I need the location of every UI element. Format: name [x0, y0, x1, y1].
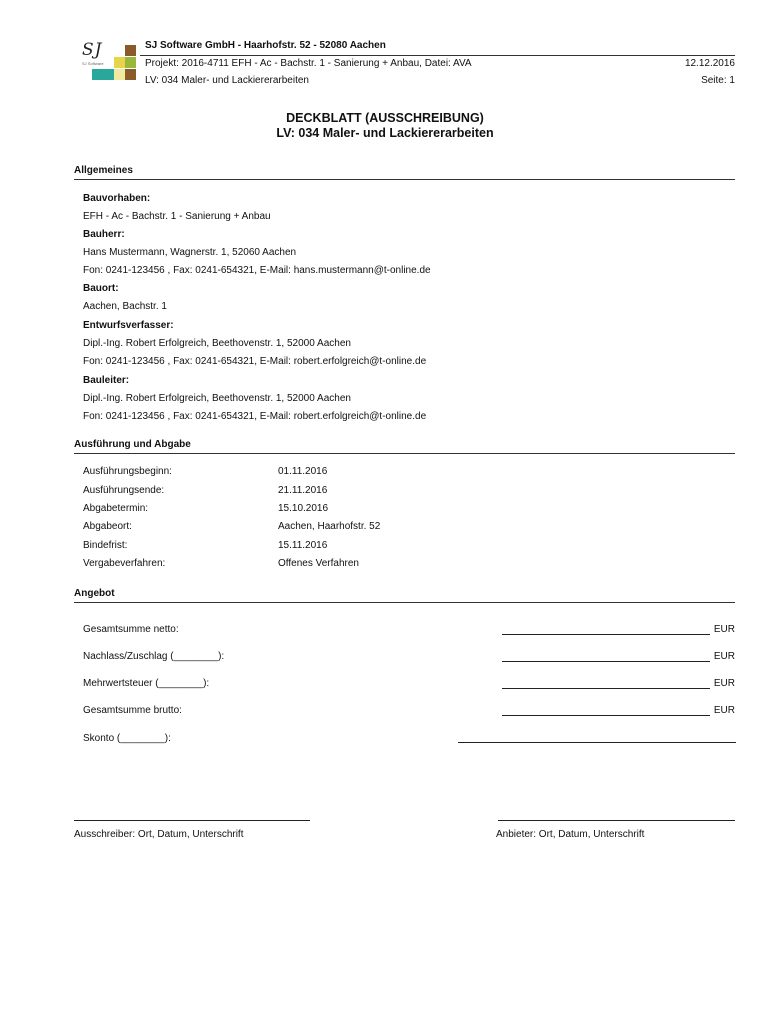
- angebot-blank-line: [502, 634, 710, 635]
- bauort-value: Aachen, Bachstr. 1: [83, 301, 167, 312]
- logo-square-green: [125, 57, 136, 68]
- angebot-unit: EUR: [713, 678, 735, 689]
- logo-text: SJ: [82, 40, 103, 60]
- bauherr-label: Bauherr:: [83, 229, 125, 240]
- angebot-unit: EUR: [713, 624, 735, 635]
- logo-square-brown: [125, 45, 136, 56]
- angebot-blank-line: [502, 688, 710, 689]
- skonto-blank-line: [458, 742, 736, 743]
- logo-square-yellow: [114, 57, 125, 68]
- section-rule-ausfuehrung: [74, 453, 735, 454]
- signature-label-left: Ausschreiber: Ort, Datum, Unterschrift: [74, 829, 244, 840]
- angebot-label: Gesamtsumme netto:: [83, 624, 179, 635]
- section-heading-angebot: Angebot: [74, 588, 115, 599]
- project-line: Projekt: 2016-4711 EFH - Ac - Bachstr. 1 - Sanierung + Anbau, Datei: AVA: [145, 58, 472, 69]
- logo-square-brown-2: [125, 69, 136, 80]
- signature-label-right: Anbieter: Ort, Datum, Unterschrift: [496, 829, 645, 840]
- section-heading-ausfuehrung: Ausführung und Abgabe: [74, 439, 191, 450]
- bauleiter-contact: Fon: 0241-123456 , Fax: 0241-654321, E-Mail: robert.erfolgreich@t-online.de: [83, 411, 427, 422]
- ausfuehrung-label: Ausführungsende:: [83, 485, 165, 496]
- angebot-unit: EUR: [713, 705, 735, 716]
- angebot-label: Skonto (________):: [83, 733, 171, 744]
- ausfuehrung-value: 15.10.2016: [278, 503, 329, 514]
- ausfuehrung-value: Aachen, Haarhofstr. 52: [278, 521, 381, 532]
- header-date: 12.12.2016: [684, 58, 735, 69]
- ausfuehrung-value: 01.11.2016: [278, 466, 328, 477]
- logo-square-teal: [92, 69, 114, 80]
- company-logo: [80, 40, 136, 90]
- ausfuehrung-value: Offenes Verfahren: [278, 558, 359, 569]
- page-title: [0, 111, 770, 141]
- lv-line: LV: 034 Maler- und Lackiererarbeiten: [145, 75, 309, 86]
- bauleiter-address: Dipl.-Ing. Robert Erfolgreich, Beethovenstr. 1, 52000 Aachen: [83, 393, 351, 404]
- bauvorhaben-value: EFH - Ac - Bachstr. 1 - Sanierung + Anbau: [83, 211, 271, 222]
- angebot-label: Mehrwertsteuer (________):: [83, 678, 210, 689]
- page-number: Seite: 1: [701, 75, 735, 86]
- angebot-label: Gesamtsumme brutto:: [83, 705, 182, 716]
- entwurfsverfasser-contact: Fon: 0241-123456 , Fax: 0241-654321, E-Mail: robert.erfolgreich@t-online.de: [83, 356, 427, 367]
- angebot-blank-line: [502, 661, 710, 662]
- entwurfsverfasser-address: Dipl.-Ing. Robert Erfolgreich, Beethovenstr. 1, 52000 Aachen: [83, 338, 351, 349]
- ausfuehrung-label: Ausführungsbeginn:: [83, 466, 172, 477]
- title-line-2: LV: 034 Maler- und Lackiererarbeiten: [276, 126, 494, 140]
- company-line: SJ Software GmbH - Haarhofstr. 52 - 52080 Aachen: [145, 40, 386, 51]
- title-line-1: DECKBLATT (AUSSCHREIBUNG): [286, 111, 484, 125]
- section-rule-allgemeines: [74, 179, 735, 180]
- header-rule: [140, 55, 735, 56]
- signature-line-right: [498, 820, 735, 821]
- logo-tagline: SJ Software: [82, 61, 104, 66]
- angebot-blank-line: [502, 715, 710, 716]
- logo-square-pale: [114, 69, 125, 80]
- ausfuehrung-label: Vergabeverfahren:: [83, 558, 166, 569]
- bauort-label: Bauort:: [83, 283, 119, 294]
- ausfuehrung-label: Abgabeort:: [83, 521, 132, 532]
- ausfuehrung-label: Bindefrist:: [83, 540, 128, 551]
- section-rule-angebot: [74, 602, 735, 603]
- signature-line-left: [74, 820, 310, 821]
- angebot-unit: EUR: [713, 651, 735, 662]
- ausfuehrung-value: 15.11.2016: [278, 540, 328, 551]
- bauleiter-label: Bauleiter:: [83, 375, 130, 386]
- section-heading-allgemeines: Allgemeines: [74, 165, 133, 176]
- ausfuehrung-label: Abgabetermin:: [83, 503, 149, 514]
- angebot-label: Nachlass/Zuschlag (________):: [83, 651, 225, 662]
- entwurfsverfasser-label: Entwurfsverfasser:: [83, 320, 174, 331]
- bauvorhaben-label: Bauvorhaben:: [83, 193, 151, 204]
- ausfuehrung-value: 21.11.2016: [278, 485, 328, 496]
- bauherr-address: Hans Mustermann, Wagnerstr. 1, 52060 Aachen: [83, 247, 297, 258]
- bauherr-contact: Fon: 0241-123456 , Fax: 0241-654321, E-Mail: hans.mustermann@t-online.de: [83, 265, 431, 276]
